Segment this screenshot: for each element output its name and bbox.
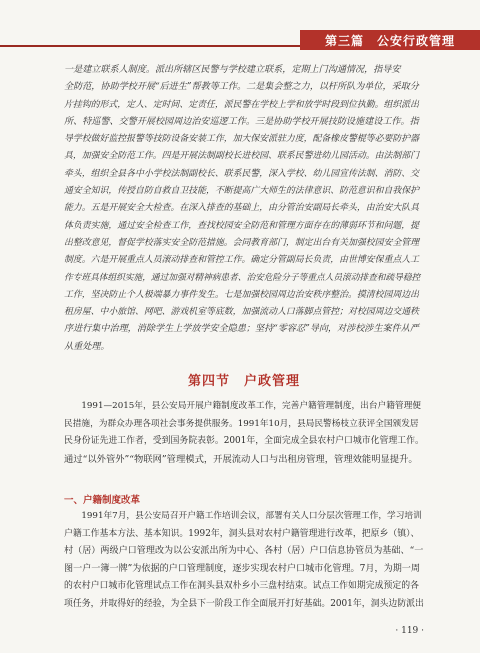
text-line: 通过“以外管外”“物联网”管理模式，开展流动人口与出租房管理，管理效能明显提升。: [64, 453, 418, 465]
header-rule: [0, 45, 300, 47]
text-line: 牵头，组织全县各中小学校法制副校长、联系民警，深入学校、幼儿园宣传法制、消防、交: [64, 168, 419, 179]
text-line: 1991—2015年，县公安局开展户籍制度改革工作，完善户籍管理制度，出台户籍管理便: [64, 401, 421, 411]
text-line: 村（居）两级户口管理改为以公安派出所为中心、各村（居）户口信息协管员为基础、“一: [64, 546, 424, 557]
text-line: 制度。六是开展重点人员滚动排查和管控工作。确定分管副局长负责，由世博安保重点人工: [64, 255, 419, 266]
household-reform-paragraph: [64, 508, 424, 614]
intro-paragraph: [64, 62, 424, 356]
text-line: 所、特巡警、交警开展校园周边治安巡逻工作。三是协助学校开展技防设施建设工作。指: [64, 116, 419, 127]
text-line: 体负责实施，通过安全检查工作，查找校园安全防范和管理方面存在的薄弱环节和问题，提: [64, 220, 419, 231]
text-line: 片挂钩的形式，定人、定时间、定责任，派民警在学校上学和放学时段到位执勤。组织派出: [64, 99, 419, 110]
text-line: 出整改意见，督促学校落实安全防范措施。会同教育部门，制定出台有关加强校园安全管理: [64, 237, 419, 248]
subsection-heading: 一、户籍制度改革: [64, 495, 141, 506]
text-line: 作专班具体组织实施，通过加强对精神病患者、治安危险分子等重点人员滚动排查和疏导稳控: [64, 272, 421, 283]
text-line: 从重处理。: [64, 341, 110, 352]
text-line: 序进行集中治理，消除学生上学放学安全隐患；坚持“零容忍”导向，对涉校涉生案件从严: [64, 324, 419, 335]
text-line: 通安全知识，传授自防自救自卫技能，不断提高广大师生的法律意识、防范意识和自我保护: [64, 186, 419, 197]
section-intro-paragraph: [64, 398, 424, 468]
text-line: 民身份证先进工作者，受到国务院表彰。2001年，全面完成全县农村户口城市化管理工作。: [64, 436, 424, 447]
text-line: 1991年7月，县公安局召开户籍工作培训会议，部署有关人口分层次管理工作，学习培训: [64, 511, 422, 521]
text-line: 全防范，协助学校开展“后进生”帮教等工作。二是集会整之力，以杆所队为单位，采取分: [64, 82, 419, 93]
running-header: [0, 30, 480, 50]
text-line: 图一户一簿一牌”为依据的户口管理制度，逐步实现农村户口城市化管理。7月，为期一周: [64, 563, 420, 574]
text-line: 户籍工作基本方法、基本知识。1992年，洞头县对农村户籍管理进行改革，把原乡（镇）、: [64, 528, 420, 539]
text-line: 一是建立联系人制度。派出所辖区民警与学校建立联系，定期上门沟通情况，指导安: [64, 65, 401, 75]
chapter-title: 第三篇 公安行政管理: [300, 30, 480, 50]
text-line: 民措施，为群众办理各项社会事务提供服务。1991年10月，县局民警杨枝立获评全国颁发居: [64, 418, 419, 429]
page-number: · 119 ·: [395, 626, 424, 636]
text-line: 导学校做好监控报警等技防设备安装工作，加大保安派驻力度，配备橡皮警棍等必要防护器: [64, 134, 419, 145]
text-line: 项任务，并取得好的经验，为全县下一阶段工作全面展开打好基础。2001年，洞头边防派出: [64, 598, 424, 609]
text-line: 能力。五是开展安全大检查。在深入排查的基础上，由分管治安副局长牵头，由治安大队具: [64, 203, 419, 214]
text-line: 租房屋、中小旅馆、网吧、游戏机室等底数，加强流动人口落脚点管控；对校园周边交通秩: [64, 307, 419, 318]
text-line: 工作，坚决防止个人极端暴力事件发生。七是加强校园周边治安秩序整治。摸清校园周边出: [64, 289, 419, 300]
intro-text-block: [64, 62, 424, 356]
text-line: 的农村户口城市化管理试点工作在洞头县双朴乡小三盘村结束。试点工作如期完成预定的各: [64, 581, 419, 592]
section-heading: 第四节 户政管理: [187, 374, 300, 389]
text-line: 具，加强安全防范工作。四是开展法制副校长进校园、联系民警进幼儿园活动。由法制部门: [64, 151, 419, 162]
